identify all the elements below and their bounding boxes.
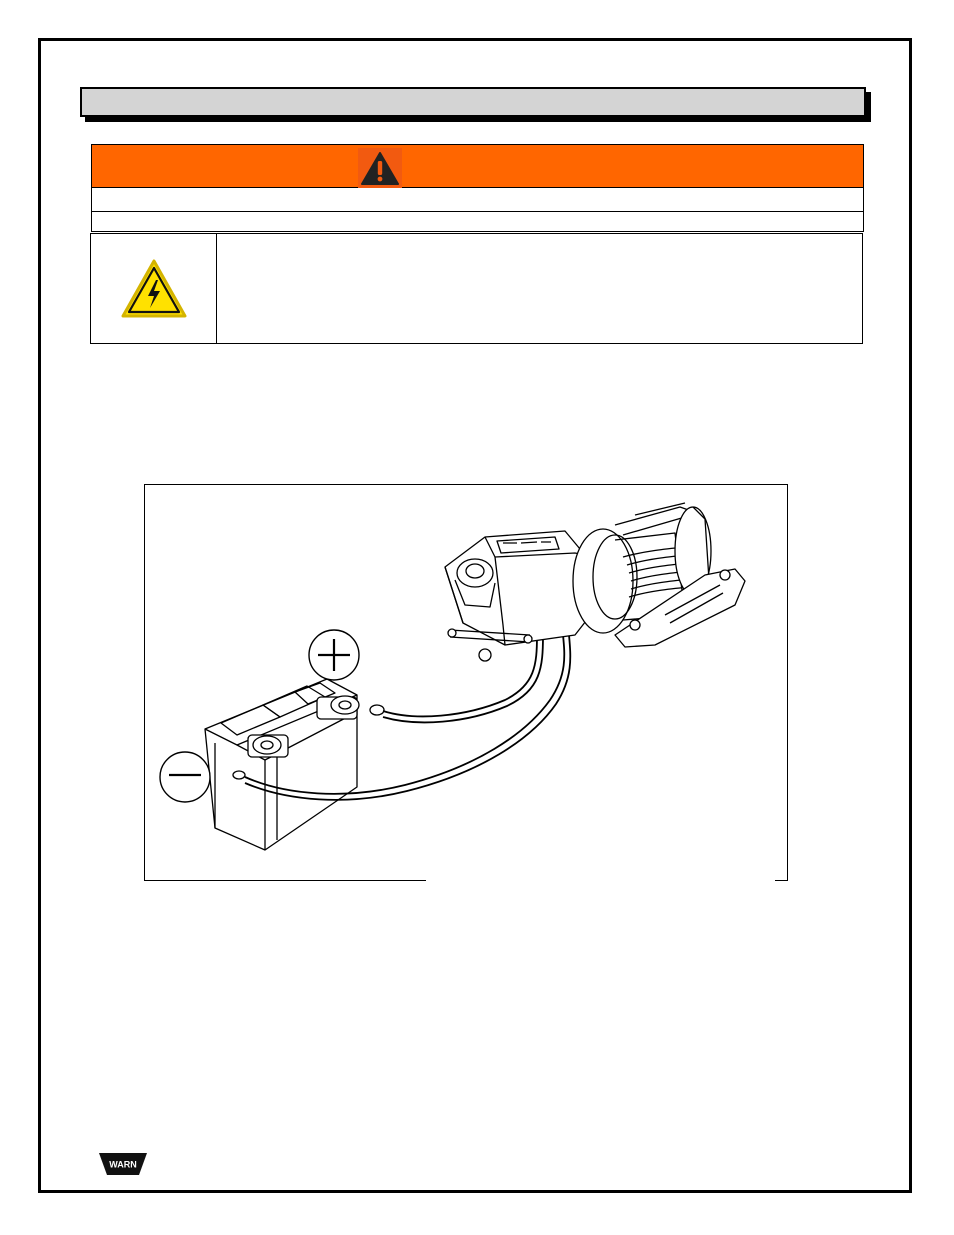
battery-illustration bbox=[205, 679, 384, 850]
warning-box bbox=[91, 144, 864, 232]
warning-row-2 bbox=[91, 212, 864, 232]
negative-terminal-symbol bbox=[160, 752, 210, 802]
hazard-row bbox=[90, 233, 863, 344]
warn-logo bbox=[98, 1151, 148, 1182]
hazard-text-cell bbox=[217, 234, 862, 343]
figure-bottom-border-right bbox=[775, 880, 788, 881]
warning-icon-container bbox=[358, 148, 402, 188]
warn-logo-mark bbox=[98, 1151, 148, 1177]
winch-battery-illustration bbox=[145, 485, 787, 881]
warning-row-1 bbox=[91, 188, 864, 212]
hazard-icon-cell bbox=[91, 234, 217, 343]
warning-header bbox=[91, 144, 864, 188]
figure-bottom-border-left bbox=[144, 880, 426, 881]
logo-text: WARN bbox=[109, 1159, 137, 1170]
section-header-bar bbox=[80, 87, 866, 117]
winch-illustration bbox=[445, 503, 745, 661]
figure-frame bbox=[144, 484, 788, 881]
exclamation-triangle-icon bbox=[358, 148, 402, 188]
electric-shock-icon bbox=[120, 258, 188, 320]
